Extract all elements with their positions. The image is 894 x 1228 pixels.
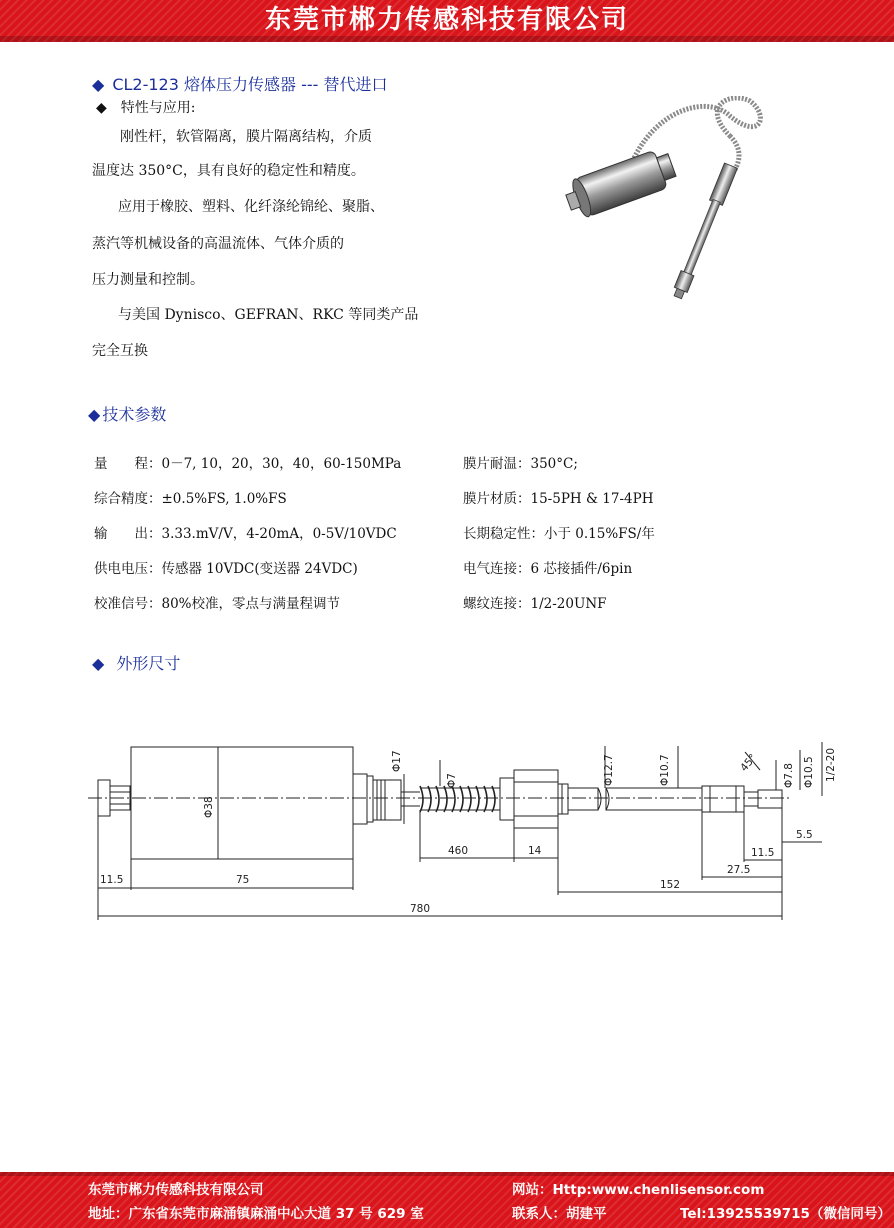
specs-heading-text: 技术参数 [102,405,167,424]
spec-value: ±0.5%FS, 1.0%FS [161,491,287,507]
dim-152: 152 [660,879,681,891]
spec-value: 1/2-20UNF [530,596,607,612]
spec-value: 15-5PH & 17-4PH [530,491,654,507]
desc-line-4: 蒸汽等机械设备的高温流体、气体介质的 [92,236,344,252]
drawing-heading-text: 外形尺寸 [116,654,181,673]
desc-line-6: 与美国 Dynisco、GEFRAN、RKC 等同类产品 [118,307,419,323]
footer-shade [0,1172,894,1176]
dim-11-5-left: 11.5 [100,874,124,886]
desc-line-2: 温度达 350°C，具有良好的稳定性和精度。 [92,163,365,179]
spec-calibration [94,592,340,612]
spec-range [94,452,401,472]
dim-75: 75 [236,874,250,886]
footer-banner [0,1172,894,1228]
spec-stability [463,522,655,542]
dim-780: 780 [410,903,431,915]
specs-heading [88,402,166,425]
footer-contact: 联系人：胡建平 [512,1206,607,1222]
diamond-bullet-icon: ◆ [92,75,105,94]
footer-website[interactable]: 网站：Http:www.chenlisensor.com [512,1182,765,1198]
spec-value: 3.33.mV/V，4-20mA，0-5V/10VDC [161,526,397,542]
dim-d10-7: Φ10.7 [659,754,671,786]
footer-address: 地址：广东省东莞市麻涌镇麻涌中心大道 37 号 629 室 [88,1206,424,1222]
footer-tel: Tel:13925539715（微信同号） [680,1206,891,1222]
dim-d17: Φ17 [391,750,403,772]
spec-diaphragm-material [463,487,653,507]
drawing-heading [92,651,180,674]
spec-value: 传感器 10VDC(变送器 24VDC) [161,561,358,577]
spec-output [94,522,397,542]
spec-label: 量 程： [94,456,162,472]
spec-label: 输 出： [94,526,162,542]
dim-d12-7: Φ12.7 [603,754,615,786]
dim-d38: Φ38 [203,796,215,818]
spec-value: 小于 0.15%FS/年 [544,526,655,542]
spec-label: 电气连接： [463,561,531,577]
spec-value: 0－7, 10，20，30，40，60-150MPa [161,456,402,472]
spec-accuracy [94,487,287,507]
features-heading-text: 特性与应用: [120,100,196,116]
dim-460: 460 [448,845,469,857]
dimension-drawing [0,730,894,930]
spec-label: 供电电压： [94,561,162,577]
desc-line-5: 压力测量和控制。 [92,272,204,288]
spec-value: 6 芯接插件/6pin [530,561,633,577]
spec-electrical [463,557,632,577]
spec-label: 螺纹连接： [463,596,531,612]
dim-thread: 1/2-20 [825,747,837,782]
dim-d7: Φ7 [446,773,458,788]
spec-label: 校准信号： [94,596,162,612]
dim-d10-5: Φ10.5 [803,756,815,788]
diamond-bullet-icon: ◆ [96,100,107,116]
features-heading [96,97,196,117]
dim-27-5: 27.5 [727,864,751,876]
diamond-bullet-icon: ◆ [92,654,105,673]
spec-label: 长期稳定性： [463,526,544,542]
spec-label: 膜片耐温： [463,456,531,472]
header-banner [0,0,894,42]
dim-14: 14 [528,845,542,857]
footer-company: 东莞市郴力传感科技有限公司 [88,1182,264,1198]
header-shade [0,36,894,42]
spec-label: 膜片材质： [463,491,531,507]
spec-label: 综合精度： [94,491,162,507]
spec-diaphragm-temp [463,452,578,472]
spec-thread [463,592,607,612]
diamond-bullet-icon: ◆ [88,405,101,424]
desc-line-1: 刚性杆，软管隔离，膜片隔离结构，介质 [120,129,372,145]
dim-11-5-right: 11.5 [751,847,775,859]
product-title: CL2-123 熔体压力传感器 --- 替代进口 [112,75,388,94]
desc-line-3: 应用于橡胶、塑料、化纤涤纶锦纶、聚脂、 [118,199,384,215]
spec-value: 80%校准，零点与满量程调节 [161,596,341,612]
dim-5-5: 5.5 [796,829,813,841]
spec-supply [94,557,358,577]
spec-value: 350°C; [530,456,578,472]
dim-d7-8: Φ7.8 [783,763,795,788]
company-title: 东莞市郴力传感科技有限公司 [264,5,629,35]
desc-line-7: 完全互换 [92,343,148,359]
dim-angle: 45° [738,751,760,774]
sensor-photo [560,96,800,308]
product-heading [92,72,387,95]
